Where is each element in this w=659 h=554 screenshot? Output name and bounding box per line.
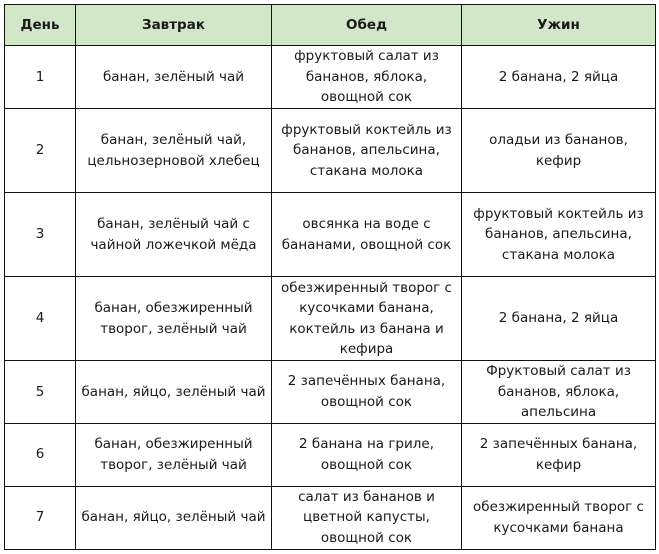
- dinner-cell: фруктовый коктейль из бананов, апельсина, стакана молока: [462, 193, 656, 277]
- banana-diet-table: [4, 4, 656, 550]
- day-cell: 5: [5, 361, 76, 424]
- lunch-cell: овсянка на воде с бананами, овощной сок: [272, 193, 462, 277]
- breakfast-cell: банан, зелёный чай с чайной ложечкой мёда: [76, 193, 272, 277]
- table-row: [5, 277, 656, 361]
- table-row: [5, 486, 656, 549]
- dinner-cell: обезжиренный творог с кусочками банана: [462, 486, 656, 549]
- lunch-cell: обезжиренный творог с кусочками банана, коктейль из банана и кефира: [272, 277, 462, 361]
- day-cell: 4: [5, 277, 76, 361]
- lunch-cell: 2 запечённых банана, овощной сок: [272, 361, 462, 424]
- breakfast-cell: банан, яйцо, зелёный чай: [76, 361, 272, 424]
- day-cell: 6: [5, 423, 76, 486]
- day-cell: 3: [5, 193, 76, 277]
- lunch-cell: салат из бананов и цветной капусты, овощной сок: [272, 486, 462, 549]
- dinner-cell: оладьи из бананов, кефир: [462, 109, 656, 193]
- breakfast-cell: банан, обезжиренный творог, зелёный чай: [76, 277, 272, 361]
- table-row: [5, 423, 656, 486]
- table-row: [5, 46, 656, 109]
- day-cell: 2: [5, 109, 76, 193]
- table-header: [5, 5, 656, 46]
- table-row: [5, 193, 656, 277]
- dinner-cell: 2 банана, 2 яйца: [462, 46, 656, 109]
- breakfast-cell: банан, зелёный чай, цельнозерновой хлебец: [76, 109, 272, 193]
- header-day: День: [5, 5, 76, 46]
- day-cell: 7: [5, 486, 76, 549]
- header-row: [5, 5, 656, 46]
- lunch-cell: фруктовый коктейль из бананов, апельсина, стакана молока: [272, 109, 462, 193]
- dinner-cell: 2 запечённых банана, кефир: [462, 423, 656, 486]
- table-row: [5, 109, 656, 193]
- header-lunch: Обед: [272, 5, 462, 46]
- day-cell: 1: [5, 46, 76, 109]
- breakfast-cell: банан, яйцо, зелёный чай: [76, 486, 272, 549]
- dinner-cell: 2 банана, 2 яйца: [462, 277, 656, 361]
- header-breakfast: Завтрак: [76, 5, 272, 46]
- dinner-cell: Фруктовый салат из бананов, яблока, апельсина: [462, 361, 656, 424]
- breakfast-cell: банан, обезжиренный творог, зелёный чай: [76, 423, 272, 486]
- table-row: [5, 361, 656, 424]
- table-body: [5, 46, 656, 550]
- header-dinner: Ужин: [462, 5, 656, 46]
- breakfast-cell: банан, зелёный чай: [76, 46, 272, 109]
- lunch-cell: фруктовый салат из бананов, яблока, овощной сок: [272, 46, 462, 109]
- lunch-cell: 2 банана на гриле, овощной сок: [272, 423, 462, 486]
